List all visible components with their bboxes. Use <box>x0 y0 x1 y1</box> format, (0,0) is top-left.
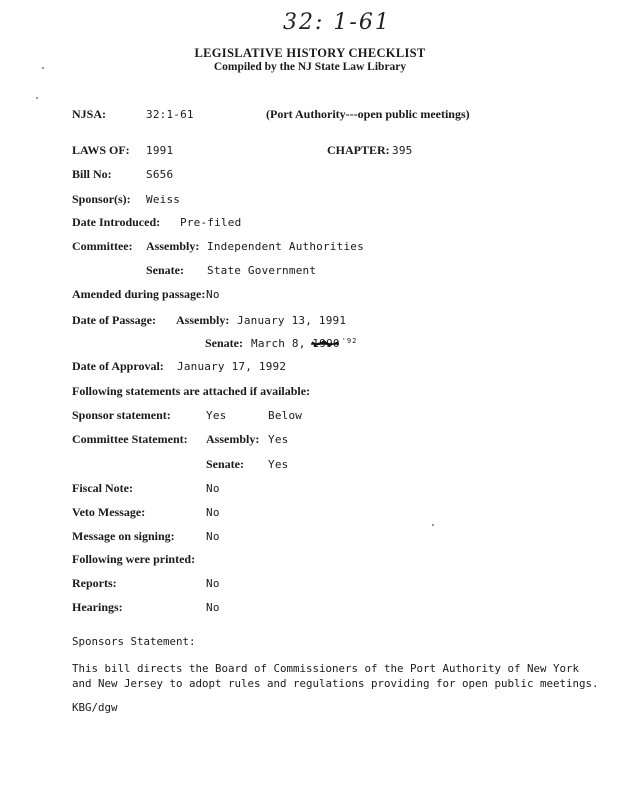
sponsor-statement-label: Sponsor statement: <box>72 408 171 422</box>
date-of-approval-value: January 17, 1992 <box>177 360 287 373</box>
scan-speck <box>36 97 38 99</box>
sponsors-statement-line-1: This bill directs the Board of Commissioners of the Port Authority of New York <box>72 662 580 675</box>
following-printed-heading: Following were printed: <box>72 552 196 566</box>
strikeout-scribble <box>310 339 340 349</box>
sponsor-statement-extra: Below <box>268 409 303 422</box>
committee-statement-label: Committee Statement: <box>72 432 188 446</box>
njsa-note: (Port Authority---open public meetings) <box>266 107 470 121</box>
handwritten-year-correction: '92 <box>341 337 358 345</box>
sponsors-statement-heading: Sponsors Statement: <box>72 635 196 648</box>
page-subtitle: Compiled by the NJ State Law Library <box>213 61 407 73</box>
committee-statement-senate-label: Senate: <box>206 457 244 471</box>
committee-label: Committee: <box>72 239 133 253</box>
veto-message-label: Veto Message: <box>72 505 146 519</box>
date-of-passage-label: Date of Passage: <box>72 313 156 327</box>
sponsor-statement-value: Yes <box>206 409 227 422</box>
page-title: LEGISLATIVE HISTORY CHECKLIST <box>194 46 426 60</box>
hearings-label: Hearings: <box>72 600 123 614</box>
njsa-value: 32:1-61 <box>146 108 194 121</box>
message-on-signing-label: Message on signing: <box>72 529 175 543</box>
passage-senate-label: Senate: <box>205 336 243 350</box>
chapter-value: 395 <box>392 144 413 157</box>
passage-assembly-value: January 13, 1991 <box>237 314 347 327</box>
passage-assembly-label: Assembly: <box>176 313 230 327</box>
following-attached-heading: Following statements are attached if available: <box>72 384 311 398</box>
bill-no-value: S656 <box>146 168 174 181</box>
scan-speck <box>42 67 44 69</box>
amended-value: No <box>206 288 220 301</box>
sponsors-statement-line-2: and New Jersey to adopt rules and regulations providing for open public meetings. <box>72 677 599 690</box>
passage-senate-struck-year-wrap <box>312 337 339 350</box>
passage-senate-value <box>251 337 357 350</box>
hearings-value: No <box>206 601 220 614</box>
reports-value: No <box>206 577 220 590</box>
committee-statement-assembly-label: Assembly: <box>206 432 260 446</box>
date-of-approval-label: Date of Approval: <box>72 359 164 373</box>
veto-message-value: No <box>206 506 220 519</box>
handwritten-statute-number: 32: 1-61 <box>283 10 391 35</box>
scan-speck <box>432 524 434 526</box>
typist-initials: KBG/dgw <box>72 701 118 714</box>
committee-senate-value: State Government <box>207 264 317 277</box>
committee-assembly-label: Assembly: <box>146 239 200 253</box>
date-introduced-value: Pre-filed <box>180 216 242 229</box>
sponsors-value: Weiss <box>146 193 181 206</box>
committee-statement-assembly-value: Yes <box>268 433 289 446</box>
committee-assembly-value: Independent Authorities <box>207 240 364 253</box>
message-on-signing-value: No <box>206 530 220 543</box>
committee-senate-label: Senate: <box>146 263 184 277</box>
bill-no-label: Bill No: <box>72 167 112 181</box>
chapter-label: CHAPTER: <box>327 143 390 157</box>
reports-label: Reports: <box>72 576 117 590</box>
passage-senate-struck-year: 1990 <box>312 337 340 350</box>
committee-statement-senate-value: Yes <box>268 458 289 471</box>
amended-label: Amended during passage: <box>72 287 206 301</box>
fiscal-note-value: No <box>206 482 220 495</box>
laws-of-label: LAWS OF: <box>72 143 130 157</box>
date-introduced-label: Date Introduced: <box>72 215 161 229</box>
fiscal-note-label: Fiscal Note: <box>72 481 133 495</box>
sponsors-label: Sponsor(s): <box>72 192 131 206</box>
laws-of-value: 1991 <box>146 144 174 157</box>
passage-senate-date: March 8, <box>251 337 306 350</box>
njsa-label: NJSA: <box>72 107 107 121</box>
